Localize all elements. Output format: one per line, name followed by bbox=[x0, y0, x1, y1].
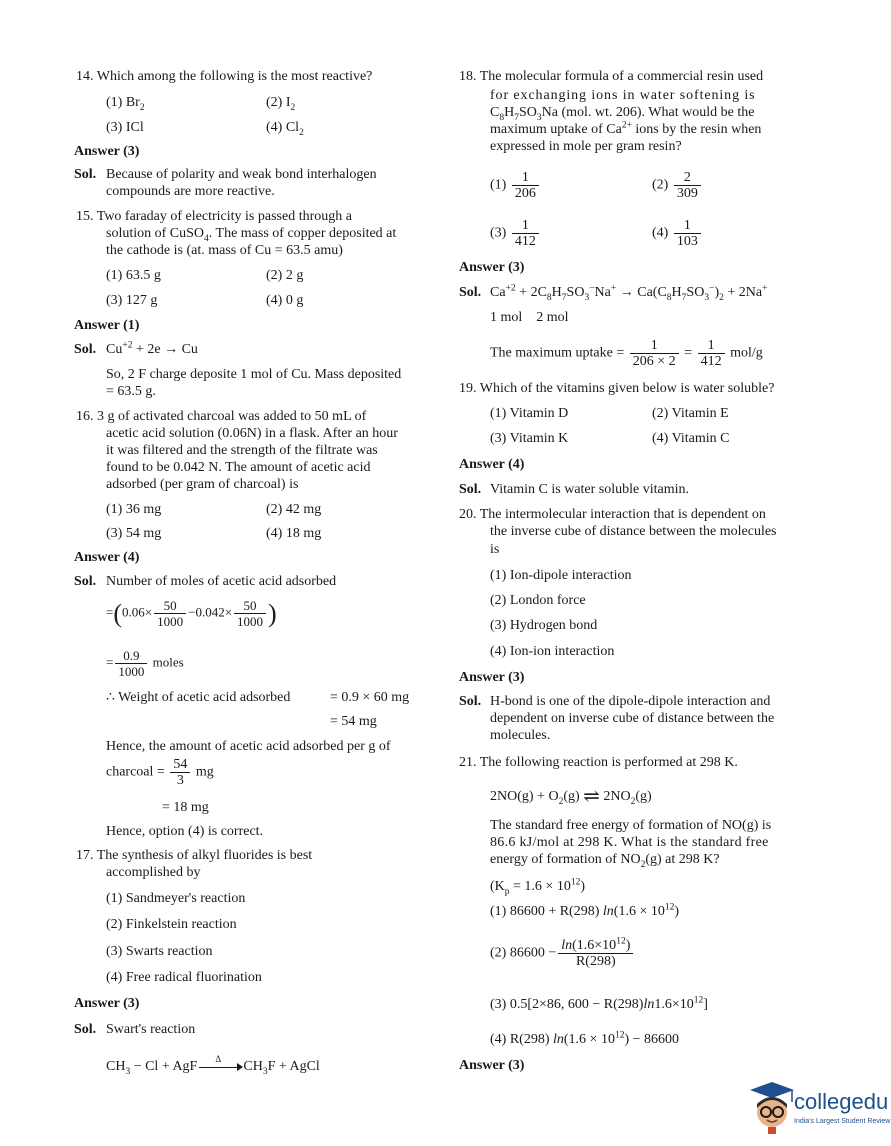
q17-option-1: (1) Sandmeyer's reaction bbox=[106, 891, 246, 906]
q18-answer: Answer (3) bbox=[459, 260, 525, 275]
q18-option-3: (3) $\frac{1}{412}$ bbox=[490, 218, 541, 249]
q21-reaction: $2NO(g) + O_2(g)$ ⇌ $2NO_2(g)$ bbox=[490, 785, 652, 808]
q18-stem-2: for exchanging ions in water softening is bbox=[490, 88, 756, 103]
q14-option-4: (4) $Cl_2$ bbox=[266, 120, 304, 138]
q21-stem: 21. The following reaction is performed at 298 K. bbox=[459, 755, 738, 770]
q21-answer: Answer (3) bbox=[459, 1058, 525, 1073]
q17-stem-1: 17. The synthesis of alkyl fluorides is best bbox=[76, 848, 313, 863]
q20-sol-line-3: molecules. bbox=[490, 728, 551, 743]
q16-charcoal-result: = 18 mg bbox=[162, 800, 209, 815]
collegedunia-logo bbox=[748, 1080, 891, 1140]
q18-stem-1: 18. The molecular formula of a commercial resin used bbox=[459, 69, 764, 84]
q16-stem-3: it was filtered and the strength of the filtrate was bbox=[106, 443, 378, 458]
equilibrium-arrow: ⇌ bbox=[583, 785, 600, 808]
q16-equation-2: = $\frac{0.9}{1000}$ moles bbox=[106, 648, 184, 679]
q16-stem-5: adsorbed (per gram of charcoal) is bbox=[106, 477, 299, 492]
q17-option-4: (4) Free radical fluorination bbox=[106, 970, 262, 985]
q19-sol-label: Sol. bbox=[459, 482, 482, 497]
q21-option-3: (3) 0.5[2×86, $600 - R(298)\ln 1.6\times 10^{12}$] bbox=[490, 995, 708, 1012]
q16-weight-value-2: = 54 mg bbox=[330, 714, 377, 729]
frac-54-3: $\frac{54}{3}$ bbox=[170, 757, 190, 788]
q16-weight-value-1: = 0.9 × 60 mg bbox=[330, 690, 410, 705]
heat-arrow: Δ bbox=[197, 1060, 243, 1074]
q16-charcoal-line: charcoal = $\frac{54}{3}$ mg bbox=[106, 757, 214, 788]
q16-weight-line: ∴ Weight of acetic acid adsorbed bbox=[106, 690, 291, 705]
q20-answer: Answer (3) bbox=[459, 670, 525, 685]
mascot-icon bbox=[748, 1080, 796, 1134]
q16-hence-line-2: Hence, option (4) is correct. bbox=[106, 824, 264, 839]
q14-stem: 14. Which among the following is the most reactive? bbox=[76, 69, 373, 84]
q16-option-2: (2) 42 mg bbox=[266, 502, 322, 517]
q21-para-1: The standard free energy of formation of NO(g) is bbox=[490, 818, 772, 833]
q19-answer: Answer (4) bbox=[459, 457, 525, 472]
q20-option-2: (2) London force bbox=[490, 593, 586, 608]
q19-option-1: (1) Vitamin D bbox=[490, 406, 569, 421]
frac-0.9-1000: $\frac{0.9}{1000}$ bbox=[115, 648, 147, 679]
q20-stem-1: 20. The intermolecular interaction that is dependent on bbox=[459, 507, 766, 522]
q19-stem: 19. Which of the vitamins given below is water soluble? bbox=[459, 381, 775, 396]
q16-stem-1: 16. 3 g of activated charcoal was added to 50 mL of bbox=[76, 409, 367, 424]
q18-option-1: (1) $\frac{1}{206}$ bbox=[490, 170, 541, 201]
q16-option-1: (1) 36 mg bbox=[106, 502, 162, 517]
q21-option-2: (2) 86600 − $\frac{\ln(1.6\times 10^{12})}{R(298)}$ bbox=[490, 938, 635, 969]
q16-hence-line-1: Hence, the amount of acetic acid adsorbed per g of bbox=[106, 739, 391, 754]
q15-option-3: (3) 127 g bbox=[106, 293, 158, 308]
q14-option-1: (1) $Br_2$ bbox=[106, 95, 145, 113]
q18-max-uptake: The maximum uptake = $\frac{1}{206 \times 2}$ = $\frac{1}{412}$ mol/g bbox=[490, 338, 763, 369]
q15-option-1: (1) 63.5 g bbox=[106, 268, 161, 283]
q18-option-2: (2) $\frac{2}{309}$ bbox=[652, 170, 703, 201]
q21-para-3: energy of formation of $NO_2(g)$ at 298 K? bbox=[490, 852, 720, 870]
q18-option-4: (4) $\frac{1}{103}$ bbox=[652, 218, 703, 249]
q16-sol-line-1: Number of moles of acetic acid adsorbed bbox=[106, 574, 337, 589]
q17-stem-2: accomplished by bbox=[106, 865, 201, 880]
q15-stem-3: the cathode is (at. mass of Cu = 63.5 amu) bbox=[106, 243, 343, 258]
q15-option-2: (2) 2 g bbox=[266, 268, 304, 283]
q16-option-4: (4) 18 mg bbox=[266, 526, 322, 541]
q17-sol-label: Sol. bbox=[74, 1022, 97, 1037]
q15-sol-line-3: = 63.5 g. bbox=[106, 384, 156, 399]
q19-option-3: (3) Vitamin K bbox=[490, 431, 569, 446]
q16-option-3: (3) 54 mg bbox=[106, 526, 162, 541]
q19-option-4: (4) Vitamin C bbox=[652, 431, 730, 446]
q18-sol-label: Sol. bbox=[459, 285, 482, 300]
q14-sol-label: Sol. bbox=[74, 167, 97, 182]
q17-option-2: (2) Finkelstein reaction bbox=[106, 917, 237, 932]
q19-option-2: (2) Vitamin E bbox=[652, 406, 729, 421]
q21-para-2: 86.6 kJ/mol at 298 K. What is the standard free bbox=[490, 835, 769, 850]
frac-50-1000-b: $\frac{50}{1000}$ bbox=[234, 598, 266, 629]
q17-sol-line-1: Swart's reaction bbox=[106, 1022, 196, 1037]
q14-option-2: (2) $I_2$ bbox=[266, 95, 296, 113]
q21-kp: $(K_p = 1.6 \times 10^{12})$ bbox=[490, 877, 585, 897]
q20-option-3: (3) Hydrogen bond bbox=[490, 618, 598, 633]
q16-stem-2: acetic acid solution (0.06N) in a flask. After an hour bbox=[106, 426, 398, 441]
q15-option-4: (4) 0 g bbox=[266, 293, 304, 308]
q20-stem-2: the inverse cube of distance between the molecules bbox=[490, 524, 777, 539]
q20-stem-3: is bbox=[490, 542, 500, 557]
q15-answer: Answer (1) bbox=[74, 318, 140, 333]
q14-sol-line-2: compounds are more reactive. bbox=[106, 184, 275, 199]
q17-reaction: $CH_3 - Cl$ + AgF Δ $CH_3F$ + AgCl bbox=[106, 1053, 320, 1077]
q14-option-3: (3) ICl bbox=[106, 120, 144, 135]
q16-equation-1: =(0.06× $\frac{50}{1000}$ −0.042× $\frac{50}{1000}$ ) bbox=[106, 598, 277, 629]
q14-sol-line-1: Because of polarity and weak bond interhalogen bbox=[106, 167, 377, 182]
q18-mol-line: 1 mol 2 mol bbox=[490, 310, 569, 325]
brand-tagline: India's Largest Student Review bbox=[794, 1118, 891, 1125]
q17-answer: Answer (3) bbox=[74, 996, 140, 1011]
q14-answer: Answer (3) bbox=[74, 144, 140, 159]
q15-sol-equation: $Cu^{+2} + 2e \to Cu$ bbox=[106, 340, 198, 357]
q18-stem-3: $C_8H_7SO_3Na$ (mol. wt. 206). What would be the bbox=[490, 105, 755, 123]
q16-stem-4: found to be 0.042 N. The amount of acetic acid bbox=[106, 460, 371, 475]
q19-sol-line-1: Vitamin C is water soluble vitamin. bbox=[490, 482, 690, 497]
q20-sol-label: Sol. bbox=[459, 694, 482, 709]
q16-sol-label: Sol. bbox=[74, 574, 97, 589]
q17-option-3: (3) Swarts reaction bbox=[106, 944, 213, 959]
q21-option-1: (1) 86600 + R(298) $\ln(1.6 \times 10^{12})$ bbox=[490, 902, 680, 919]
q20-option-4: (4) Ion-ion interaction bbox=[490, 644, 615, 659]
q15-stem-2: solution of CuSO$_4$. The mass of copper deposited at bbox=[106, 226, 397, 244]
q15-stem-1: 15. Two faraday of electricity is passed through a bbox=[76, 209, 352, 224]
q16-answer: Answer (4) bbox=[74, 550, 140, 565]
q20-sol-line-1: H-bond is one of the dipole-dipole interaction and bbox=[490, 694, 771, 709]
frac-50-1000-a: $\frac{50}{1000}$ bbox=[154, 598, 186, 629]
q18-sol-equation: $Ca^{+2} + 2C_8H_7SO_3^-Na^+ \to Ca(C_8H_7SO_3^-)_2 + 2Na^+$ bbox=[490, 283, 768, 303]
q20-option-1: (1) Ion-dipole interaction bbox=[490, 568, 632, 583]
q15-sol-label: Sol. bbox=[74, 342, 97, 357]
q18-stem-4: maximum uptake of $Ca^{2+}$ ions by the resin when bbox=[490, 120, 762, 137]
q15-sol-line-2: So, 2 F charge deposite 1 mol of Cu. Mass deposited bbox=[106, 367, 402, 382]
q21-option-4: (4) R(298) $\ln(1.6 \times 10^{12}) - 86600$ bbox=[490, 1030, 680, 1047]
q18-stem-5: expressed in mole per gram resin? bbox=[490, 139, 682, 154]
brand-name: collegedu bbox=[794, 1089, 889, 1114]
q20-sol-line-2: dependent on inverse cube of distance between the bbox=[490, 711, 775, 726]
